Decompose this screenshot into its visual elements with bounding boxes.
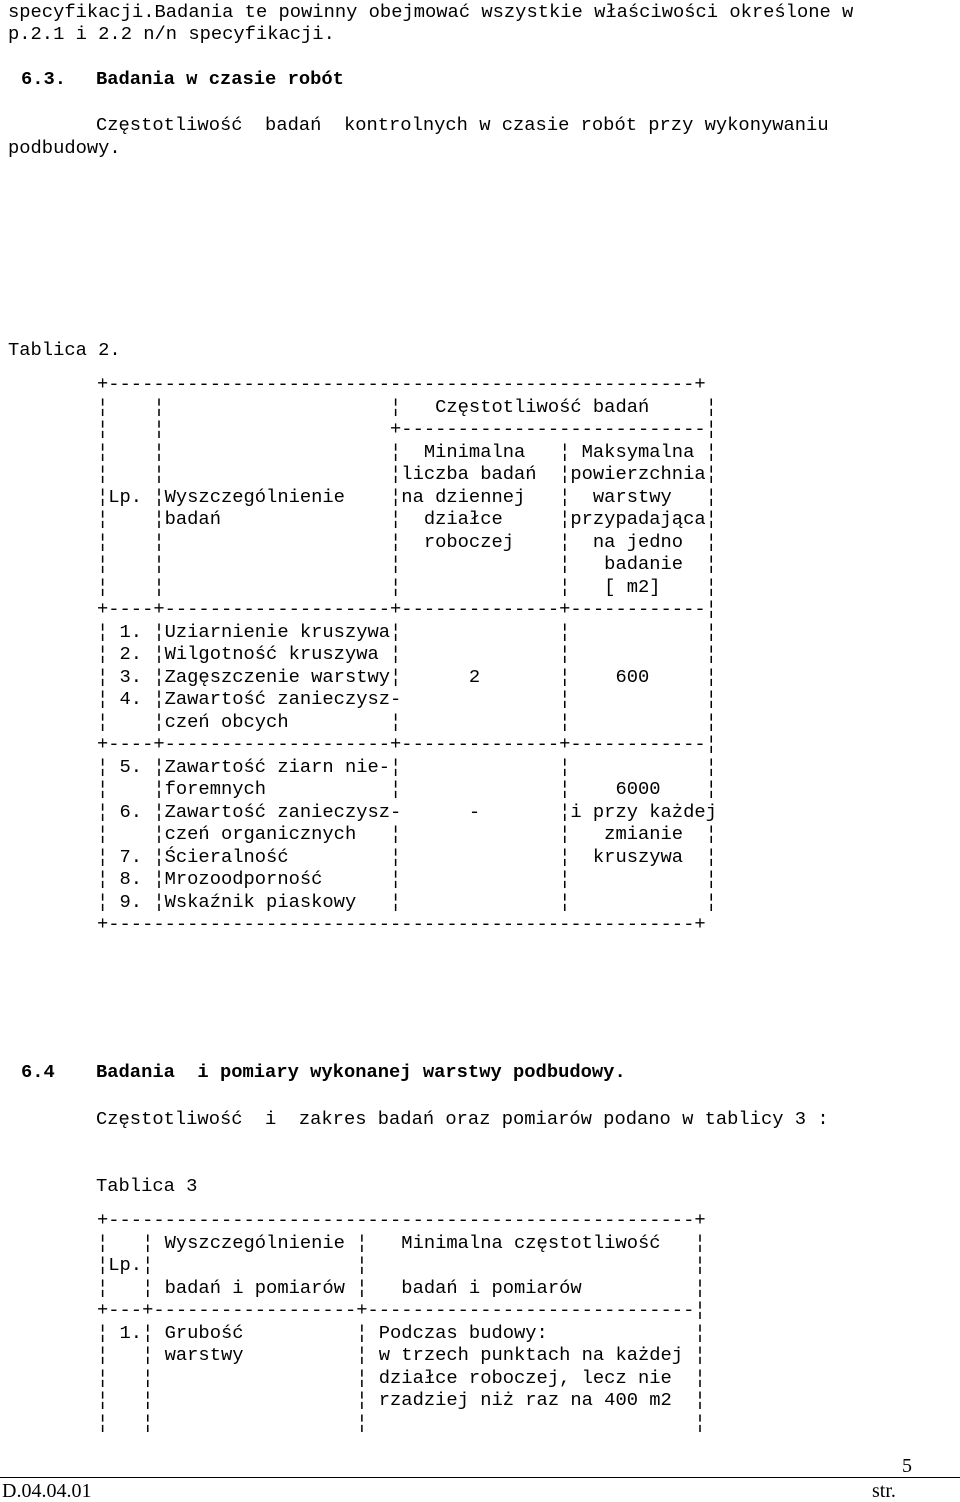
- section-6-4-paragraph: Częstotliwość i zakres badań oraz pomiarów podano w tablicy 3 :: [96, 1108, 829, 1130]
- section-6-3-paragraph-line-2: podbudowy.: [8, 137, 121, 159]
- page-number: 5: [902, 1455, 912, 1477]
- section-6-3-number: 6.3.: [21, 68, 67, 90]
- section-6-4-title: Badania i pomiary wykonanej warstwy podbudowy.: [96, 1061, 626, 1083]
- document-code: D.04.04.01: [2, 1480, 92, 1502]
- table-2: +----------------------------------------------------+ ¦ ¦ ¦ Częstotliwość badań ¦ ¦ ¦ +---------------------------¦ ¦ ¦ ¦ Minimalna ¦ Maksymalna ¦ ¦ ¦ ¦liczba badań ¦powierzchnia¦ ¦Lp. ¦Wyszczególnienie ¦na dziennej ¦ warstwy ¦ ¦ ¦badań ¦ działce ¦przypadająca¦ ¦ ¦ ¦ roboczej ¦ na jedno ¦ ¦ ¦ ¦ ¦ badanie ¦ ¦ ¦ ¦ ¦ [ m2] ¦ +----+--------------------+--------------+------------¦ ¦ 1. ¦Uziarnienie kruszywa¦ ¦ ¦ ¦ 2. ¦Wilgotność kruszywa ¦ ¦ ¦ ¦ 3. ¦Zagęszczenie warstwy¦ 2 ¦ 600 ¦ ¦ 4. ¦Zawartość zanieczysz- ¦ ¦ ¦ ¦czeń obcych ¦ ¦ ¦ +----+--------------------+--------------+------------¦ ¦ 5. ¦Zawartość ziarn nie-¦ ¦ ¦ ¦ ¦foremnych ¦ ¦ 6000 ¦ ¦ 6. ¦Zawartość zanieczysz- - ¦i przy każdej ¦ ¦czeń organicznych ¦ ¦ zmianie ¦ ¦ 7. ¦Ścieralność ¦ ¦ kruszywa ¦ ¦ 8. ¦Mrozoodporność ¦ ¦ ¦ ¦ 9. ¦Wskaźnik piaskowy ¦ ¦ ¦ +----------------------------------------------------+: [97, 373, 717, 935]
- footer-divider: [0, 1477, 960, 1478]
- intro-line-1: specyfikacji.Badania te powinny obejmować wszystkie właściwości określone w: [8, 1, 854, 23]
- section-6-3-paragraph-line-1: Częstotliwość badań kontrolnych w czasie robót przy wykonywaniu: [96, 114, 829, 136]
- section-6-4-number: 6.4: [21, 1061, 55, 1083]
- table-3-caption: Tablica 3: [96, 1175, 198, 1197]
- page-label: str.: [872, 1480, 896, 1502]
- table-2-caption: Tablica 2.: [8, 339, 121, 361]
- table-3: +----------------------------------------------------+ ¦ ¦ Wyszczególnienie ¦ Minimalna częstotliwość ¦ ¦Lp.¦ ¦ ¦ ¦ ¦ badań i pomiarów ¦ badań i pomiarów ¦ +---+------------------+-----------------------------¦ ¦ 1.¦ Grubość ¦ Podczas budowy: ¦ ¦ ¦ warstwy ¦ w trzech punktach na każdej ¦ ¦ ¦ ¦ działce roboczej, lecz nie ¦ ¦ ¦ ¦ rzadziej niż raz na 400 m2 ¦ ¦ ¦ ¦ ¦: [97, 1209, 706, 1434]
- section-6-3-title: Badania w czasie robót: [96, 68, 344, 90]
- intro-line-2: p.2.1 i 2.2 n/n specyfikacji.: [8, 23, 335, 45]
